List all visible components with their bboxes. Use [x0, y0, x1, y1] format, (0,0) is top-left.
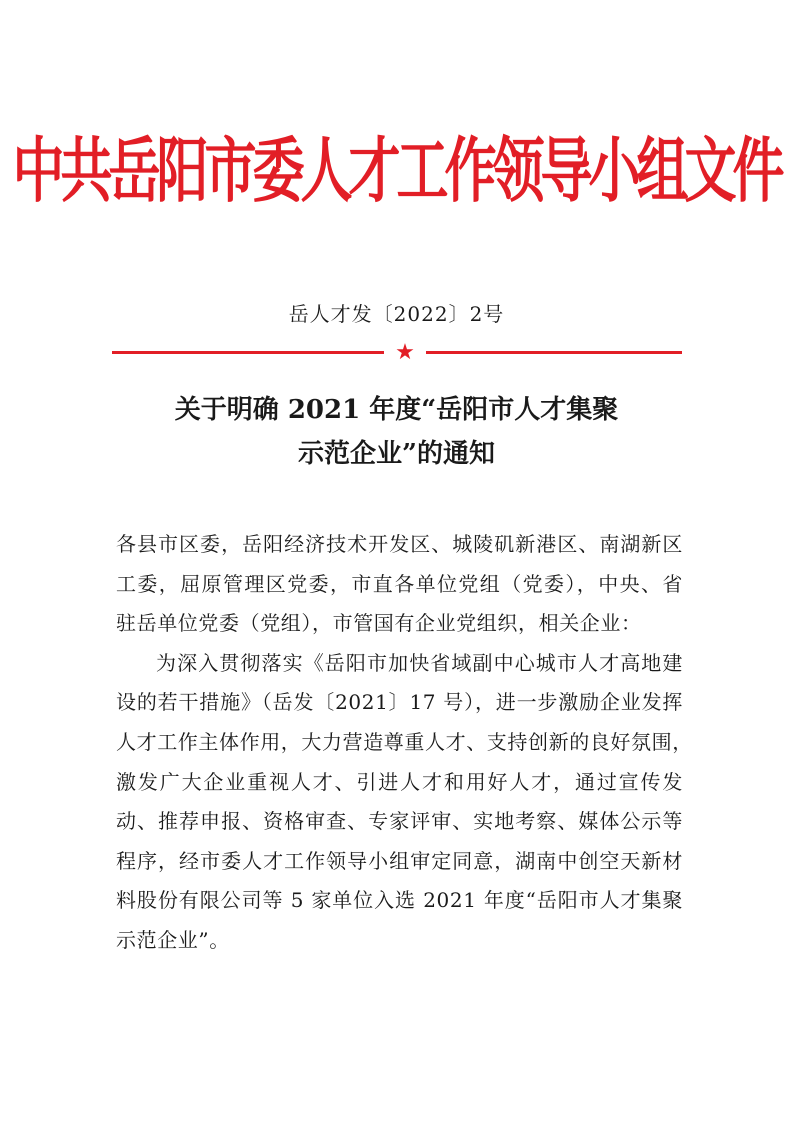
paragraph-line: 人才工作主体作用，大力营造尊重人才、支持创新的良好氛围， — [116, 729, 693, 754]
star-icon: ★ — [395, 340, 415, 365]
notice-title-line-2: 示范企业”的通知 — [298, 439, 495, 469]
notice-title — [0, 388, 793, 476]
red-divider — [112, 341, 682, 365]
recipients-line: 各县市区委，岳阳经济技术开发区、城陵矶新港区、南湖新区 — [116, 532, 683, 556]
paragraph-line: 程序，经市委人才工作领导小组审定同意，湖南中创空天新材 — [116, 848, 683, 873]
document-header-title: 中共岳阳市委人才工作领导小组文件 — [12, 131, 781, 213]
divider-line-left — [112, 351, 384, 354]
recipients-line: 工委，屈原管理区党委，市直各单位党组（党委），中央、省 — [116, 571, 683, 596]
body-text — [116, 525, 693, 961]
paragraph-line: 料股份有限公司等 5 家单位入选 2021 年度“岳阳市人才集聚 — [116, 888, 683, 913]
paragraph-line: 设的若干措施》（岳发〔2021〕17 号），进一步激励企业发挥 — [116, 690, 683, 715]
notice-title-line-1: 关于明确 2021 年度“岳阳市人才集聚 — [174, 395, 619, 425]
paragraph-line: 示范企业”。 — [116, 927, 230, 952]
divider-line-right — [426, 351, 682, 354]
recipients-line: 驻岳单位党委（党组），市管国有企业党组织，相关企业： — [116, 611, 642, 636]
paragraph-line: 激发广大企业重视人才、引进人才和用好人才，通过宣传发 — [116, 769, 683, 794]
paragraph-line: 动、推荐申报、资格审查、专家评审、实地考察、媒体公示等 — [116, 809, 683, 834]
paragraph-line: 为深入贯彻落实《岳阳市加快省域副中心城市人才高地建 — [156, 650, 683, 675]
document-number: 岳人才发〔2022〕2号 — [288, 302, 505, 326]
